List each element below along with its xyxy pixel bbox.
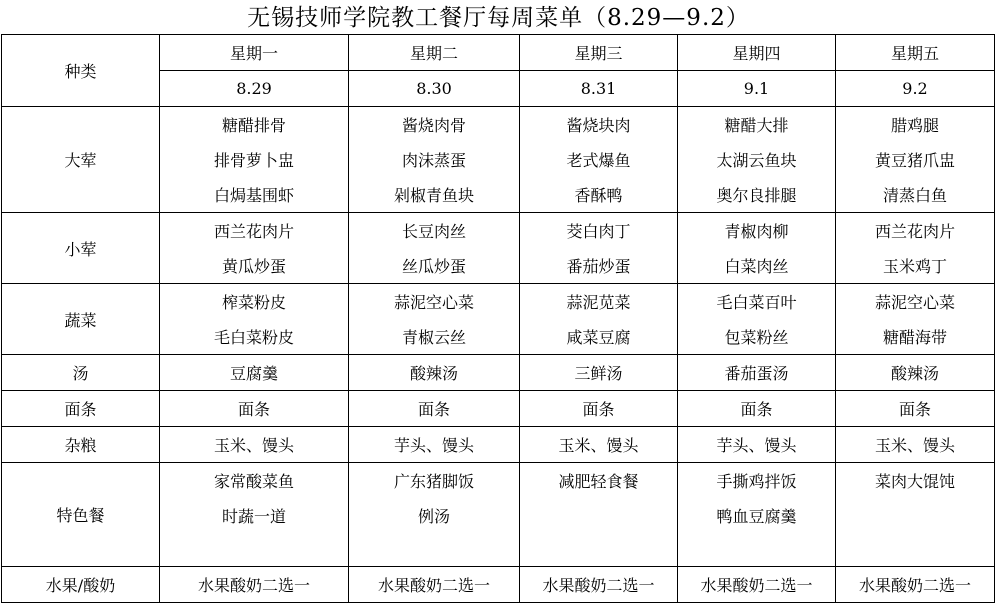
dish-cell: 包菜粉丝 <box>678 319 836 355</box>
weekday-header: 星期四 <box>678 35 836 71</box>
dish-cell: 白菜肉丝 <box>678 248 836 284</box>
dish-cell: 时蔬一道 <box>160 498 349 533</box>
dish-cell: 糖醋大排 <box>678 107 836 143</box>
dish-cell: 减肥轻食餐 <box>520 463 678 499</box>
dish-cell: 蒜泥空心菜 <box>836 284 995 320</box>
dish-cell: 腊鸡腿 <box>836 107 995 143</box>
dish-cell: 面条 <box>836 391 995 427</box>
dish-cell: 水果酸奶二选一 <box>836 567 995 603</box>
dish-cell: 广东猪脚饭 <box>349 463 520 499</box>
dish-cell: 糖醋海带 <box>836 319 995 355</box>
weekday-header: 星期五 <box>836 35 995 71</box>
dish-cell: 玉米、馒头 <box>160 427 349 463</box>
dish-cell <box>678 533 836 567</box>
dish-cell: 毛白菜粉皮 <box>160 319 349 355</box>
date-header: 8.29 <box>160 71 349 107</box>
dish-cell <box>836 533 995 567</box>
dish-cell: 水果酸奶二选一 <box>160 567 349 603</box>
dish-cell: 水果酸奶二选一 <box>520 567 678 603</box>
dish-cell: 玉米、馒头 <box>836 427 995 463</box>
dish-cell: 番茄炒蛋 <box>520 248 678 284</box>
category-header: 种类 <box>2 35 160 107</box>
dish-cell: 水果酸奶二选一 <box>349 567 520 603</box>
dish-cell: 豆腐羹 <box>160 355 349 391</box>
dish-cell: 长豆肉丝 <box>349 213 520 249</box>
dish-cell: 面条 <box>160 391 349 427</box>
weekday-row <box>2 35 995 71</box>
dish-cell: 蒜泥苋菜 <box>520 284 678 320</box>
dish-cell: 香酥鸭 <box>520 177 678 213</box>
dish-cell: 番茄蛋汤 <box>678 355 836 391</box>
dish-cell: 咸菜豆腐 <box>520 319 678 355</box>
dish-cell: 黄瓜炒蛋 <box>160 248 349 284</box>
dish-cell: 玉米、馒头 <box>520 427 678 463</box>
menu-table-body <box>2 35 995 603</box>
category-label: 大荤 <box>2 107 160 213</box>
dish-cell: 酸辣汤 <box>349 355 520 391</box>
dish-cell: 太湖云鱼块 <box>678 142 836 177</box>
dish-cell: 茭白肉丁 <box>520 213 678 249</box>
dish-cell <box>520 533 678 567</box>
dish-cell: 三鲜汤 <box>520 355 678 391</box>
dish-cell: 水果酸奶二选一 <box>678 567 836 603</box>
dish-cell: 玉米鸡丁 <box>836 248 995 284</box>
menu-row <box>2 391 995 427</box>
menu-row <box>2 355 995 391</box>
menu-row <box>2 463 995 499</box>
category-label: 杂粮 <box>2 427 160 463</box>
dish-cell: 面条 <box>520 391 678 427</box>
dish-cell: 剁椒青鱼块 <box>349 177 520 213</box>
menu-title: 无锡技师学院教工餐厅每周菜单（8.29—9.2） <box>247 5 750 31</box>
dish-cell: 蒜泥空心菜 <box>349 284 520 320</box>
menu-row <box>2 284 995 320</box>
menu-row <box>2 427 995 463</box>
dish-cell: 黄豆猪爪盅 <box>836 142 995 177</box>
weekday-header: 星期二 <box>349 35 520 71</box>
dish-cell: 排骨萝卜盅 <box>160 142 349 177</box>
dish-cell: 白焗基围虾 <box>160 177 349 213</box>
category-label: 小荤 <box>2 213 160 284</box>
dish-cell: 青椒云丝 <box>349 319 520 355</box>
date-header: 8.30 <box>349 71 520 107</box>
category-label: 蔬菜 <box>2 284 160 355</box>
dish-cell <box>160 533 349 567</box>
dish-cell: 例汤 <box>349 498 520 533</box>
dish-cell: 鸭血豆腐羹 <box>678 498 836 533</box>
dish-cell: 清蒸白鱼 <box>836 177 995 213</box>
dish-cell: 手撕鸡拌饭 <box>678 463 836 499</box>
dish-cell: 糖醋排骨 <box>160 107 349 143</box>
dish-cell: 菜肉大馄饨 <box>836 463 995 499</box>
dish-cell: 毛白菜百叶 <box>678 284 836 320</box>
menu-row <box>2 213 995 249</box>
dish-cell: 酸辣汤 <box>836 355 995 391</box>
dish-cell <box>349 533 520 567</box>
dish-cell: 面条 <box>349 391 520 427</box>
weekly-menu-table <box>1 34 995 603</box>
weekday-header: 星期三 <box>520 35 678 71</box>
weekday-header: 星期一 <box>160 35 349 71</box>
dish-cell: 丝瓜炒蛋 <box>349 248 520 284</box>
date-header: 9.1 <box>678 71 836 107</box>
menu-row <box>2 567 995 603</box>
dish-cell: 西兰花肉片 <box>836 213 995 249</box>
dish-cell: 老式爆鱼 <box>520 142 678 177</box>
dish-cell <box>836 498 995 533</box>
dish-cell: 青椒肉柳 <box>678 213 836 249</box>
dish-cell: 面条 <box>678 391 836 427</box>
date-header: 8.31 <box>520 71 678 107</box>
dish-cell: 奥尔良排腿 <box>678 177 836 213</box>
category-label: 特色餐 <box>2 463 160 567</box>
menu-row <box>2 107 995 143</box>
date-header: 9.2 <box>836 71 995 107</box>
category-label: 面条 <box>2 391 160 427</box>
category-label: 汤 <box>2 355 160 391</box>
dish-cell: 芋头、馒头 <box>349 427 520 463</box>
dish-cell: 榨菜粉皮 <box>160 284 349 320</box>
dish-cell: 家常酸菜鱼 <box>160 463 349 499</box>
category-label: 水果/酸奶 <box>2 567 160 603</box>
dish-cell: 芋头、馒头 <box>678 427 836 463</box>
dish-cell <box>520 498 678 533</box>
dish-cell: 酱烧肉骨 <box>349 107 520 143</box>
dish-cell: 酱烧块肉 <box>520 107 678 143</box>
dish-cell: 肉沫蒸蛋 <box>349 142 520 177</box>
dish-cell: 西兰花肉片 <box>160 213 349 249</box>
